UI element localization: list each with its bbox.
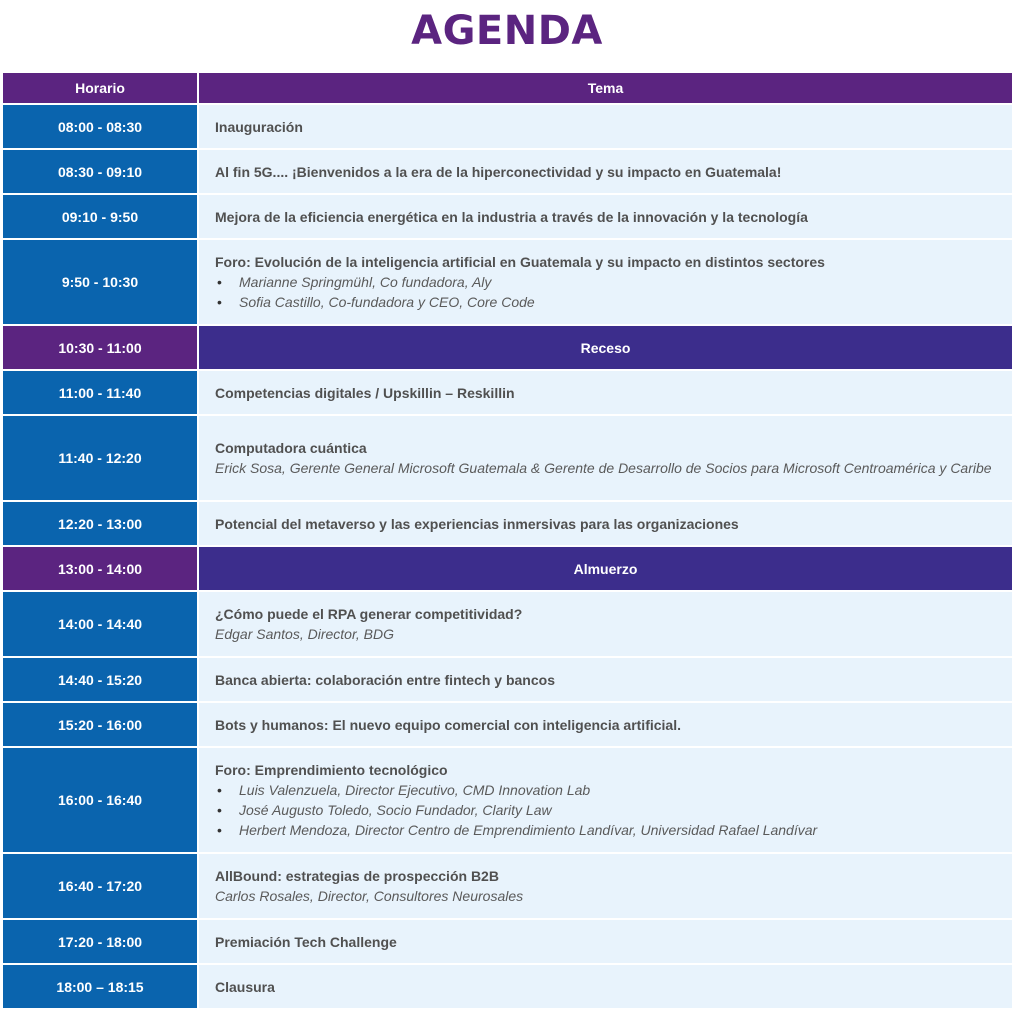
speaker-detail: Erick Sosa, Gerente General Microsoft Guatemala & Gerente de Desarrollo de Socios para Microsoft Centroamérica y Caribe	[215, 460, 992, 476]
topic-title: Al fin 5G.... ¡Bienvenidos a la era de la hiperconectividad y su impacto en Guatemala!	[215, 163, 782, 180]
time-cell: 16:00 - 16:40	[3, 748, 197, 852]
table-row	[3, 658, 1012, 701]
topic-title: Potencial del metaverso y las experiencias inmersivas para las organizaciones	[215, 515, 739, 532]
table-row	[3, 703, 1012, 746]
speaker-item: • Sofia Castillo, Co-fundadora y CEO, Core Code	[215, 292, 1012, 312]
table-row	[3, 105, 1012, 148]
topic-cell	[197, 658, 1012, 701]
topic-title: Mejora de la eficiencia energética en la industria a través de la innovación y la tecnología	[215, 208, 808, 225]
time-cell: 12:20 - 13:00	[3, 502, 197, 545]
page-title: AGENDA	[411, 8, 603, 54]
speaker-detail: Edgar Santos, Director, BDG	[215, 626, 394, 642]
table-row	[3, 416, 1012, 500]
break-label: Almuerzo	[197, 547, 1012, 590]
topic-title: ¿Cómo puede el RPA generar competitividad?	[215, 606, 523, 622]
table-row	[3, 371, 1012, 414]
speaker-item: • Herbert Mendoza, Director Centro de Emprendimiento Landívar, Universidad Rafael Landívar	[215, 820, 1012, 840]
topic-title: Foro: Emprendimiento tecnológico	[215, 762, 448, 778]
table-row	[3, 748, 1012, 852]
speaker-item: • José Augusto Toledo, Socio Fundador, Clarity Law	[215, 800, 1012, 820]
table-row	[3, 195, 1012, 238]
break-label: Receso	[197, 326, 1012, 369]
topic-cell	[197, 965, 1012, 1008]
table-row	[3, 854, 1012, 918]
speaker-item: • Luis Valenzuela, Director Ejecutivo, CMD Innovation Lab	[215, 780, 1012, 800]
time-cell: 14:00 - 14:40	[3, 592, 197, 656]
topic-title: Inauguración	[215, 118, 303, 135]
time-cell: 15:20 - 16:00	[3, 703, 197, 746]
topic-cell	[197, 703, 1012, 746]
table-row	[3, 592, 1012, 656]
table-row	[3, 240, 1012, 324]
time-cell: 13:00 - 14:00	[3, 547, 197, 590]
table-row	[3, 920, 1012, 963]
table-row	[3, 150, 1012, 193]
topic-title: AllBound: estrategias de prospección B2B	[215, 868, 499, 884]
header-time: Horario	[3, 73, 197, 103]
time-cell: 08:30 - 09:10	[3, 150, 197, 193]
time-cell: 18:00 – 18:15	[3, 965, 197, 1008]
topic-cell	[197, 240, 1012, 324]
topic-cell	[197, 502, 1012, 545]
break-row	[3, 547, 1012, 590]
time-cell: 9:50 - 10:30	[3, 240, 197, 324]
time-cell: 17:20 - 18:00	[3, 920, 197, 963]
table-row	[3, 502, 1012, 545]
time-cell: 08:00 - 08:30	[3, 105, 197, 148]
topic-title: Clausura	[215, 978, 275, 995]
topic-cell	[197, 195, 1012, 238]
speaker-detail: Carlos Rosales, Director, Consultores Neurosales	[215, 888, 524, 904]
table-header-row	[3, 73, 1012, 103]
speaker-list	[215, 272, 1012, 312]
agenda-body	[3, 105, 1012, 1008]
time-cell: 16:40 - 17:20	[3, 854, 197, 918]
time-cell: 11:40 - 12:20	[3, 416, 197, 500]
time-cell: 11:00 - 11:40	[3, 371, 197, 414]
speaker-list	[215, 780, 1012, 840]
header-topic: Tema	[197, 73, 1012, 103]
topic-cell	[197, 105, 1012, 148]
break-row	[3, 326, 1012, 369]
topic-cell	[197, 371, 1012, 414]
topic-title: Premiación Tech Challenge	[215, 933, 397, 950]
topic-cell	[197, 854, 1012, 918]
agenda-table	[3, 71, 1012, 1010]
topic-title: Foro: Evolución de la inteligencia artificial en Guatemala y su impacto en distintos sectores	[215, 254, 825, 270]
time-cell: 10:30 - 11:00	[3, 326, 197, 369]
topic-title: Computadora cuántica	[215, 440, 367, 456]
topic-cell	[197, 416, 1012, 500]
speaker-item: • Marianne Springmühl, Co fundadora, Aly	[215, 272, 1012, 292]
topic-cell	[197, 920, 1012, 963]
time-cell: 14:40 - 15:20	[3, 658, 197, 701]
table-row	[3, 965, 1012, 1008]
topic-title: Banca abierta: colaboración entre fintech y bancos	[215, 671, 555, 688]
topic-cell	[197, 592, 1012, 656]
topic-title: Bots y humanos: El nuevo equipo comercial con inteligencia artificial.	[215, 716, 681, 733]
topic-title: Competencias digitales / Upskillin – Reskillin	[215, 384, 515, 401]
topic-cell	[197, 150, 1012, 193]
topic-cell	[197, 748, 1012, 852]
time-cell: 09:10 - 9:50	[3, 195, 197, 238]
